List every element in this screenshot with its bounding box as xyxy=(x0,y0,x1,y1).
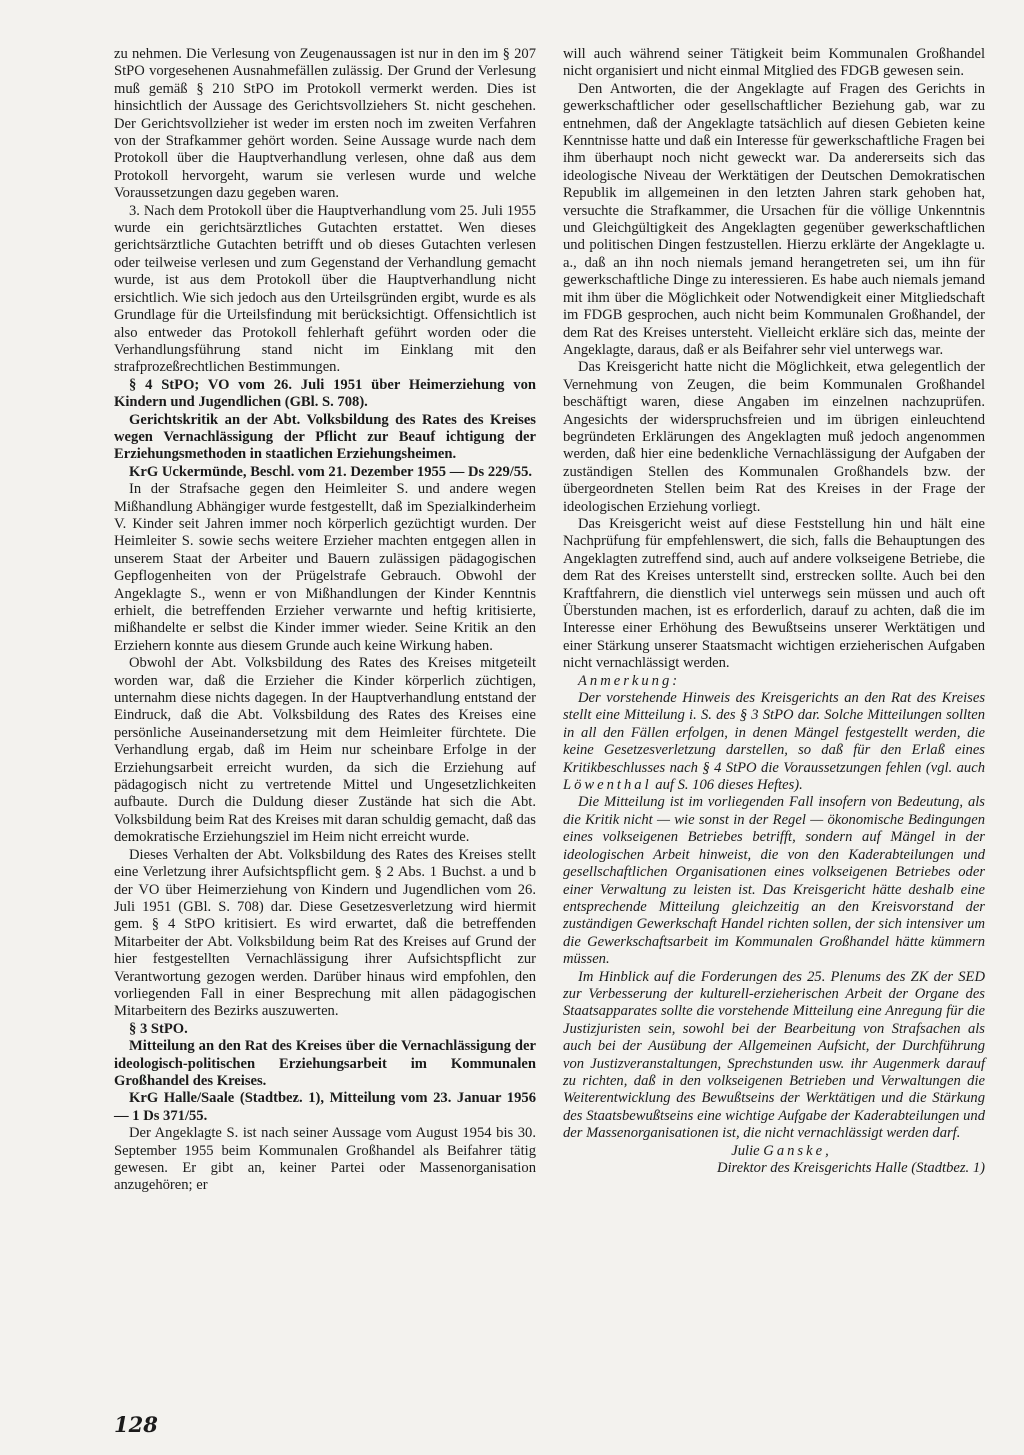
case-heading-statute: § 4 StPO; VO vom 26. Juli 1951 über Heimerziehung von Kindern und Jugendlichen (GBl. S. 708). xyxy=(114,376,536,411)
signature-role: Direktor des Kreisgerichts Halle (Stadtbez. 1) xyxy=(716,1160,985,1176)
paragraph: Das Kreisgericht hatte nicht die Möglichkeit, etwa gelegentlich der Vernehmung von Zeugen, die beim Kommunalen Großhandel beschäftigt waren, diese Angaben im einzelnen nachzuprüfen. Angesichts der widerspruchsfreien und im übrigen einleuchtend begründeten Erklärungen des Angeklagten muß jedoch angenommen werden, daß hier eine bedenkliche Vernachlässigung der Aufgaben der zuständigen Stellen des Kommunalen Großhandels bzw. der übergeordneten Stellen beim Rat des Kreises in der Frage der ideologischen Erziehung vorliegt. xyxy=(563,359,985,515)
paragraph: In der Strafsache gegen den Heimleiter S. und andere wegen Mißhandlung Abhängiger wurde festgestellt, daß im Spezialkinderheim V. Kinder seit Jahren immer noch körperlich gezüchtigt wurden. Der Heimleiter S. sowie sechs weitere Erzieher machten entgegen allen in unserem Staat der Arbeiter und Bauern zulässigen pädagogischen Gepflogenheiten von der Prügelstrafe Gebrauch. Obwohl der Angeklagte S., wenn er von Mißhandlungen der Kinder Kenntnis erhielt, die betreffenden Erzieher verwarnte und heftig kritisierte, mißhandelte er selbst die Kinder immer wieder. Seine Kritik an den Erziehern konnte aus diesem Grunde auch keine Wirkung haben. xyxy=(114,481,536,654)
right-column xyxy=(563,46,985,1177)
signature-name xyxy=(563,1143,985,1160)
annotation-paragraph: Die Mitteilung ist im vorliegenden Fall insofern von Bedeutung, als die Kritik nicht — wie sonst in der Regel — ökonomische Bedingungen eines volkseigenen Betriebes betrifft, sondern auf Mängel in der ideologischen Arbeit hinweist, die von den Kaderabteilungen und gesellschaftlichen Organisationen eines volkseigenen Betriebes oder einer Verwaltung zu leisten ist. Das Kreisgericht hätte deshalb eine entsprechende Mitteilung gleichzeitig an den Kreisvorstand der zuständigen Gewerkschaft Handel richten sollen, der sich intensiver um die Gewerkschaftsarbeit im Kommunalen Großhandel hätte kümmern müssen. xyxy=(563,794,985,968)
signature-last-name: Ganske, xyxy=(763,1142,832,1159)
page-number: 128 xyxy=(114,1412,158,1437)
paragraph: Das Kreisgericht weist auf diese Feststellung hin und hält eine Nachprüfung für empfehlenswert, die sich, falls die Behauptungen des Angeklagten zutreffend sind, auch auf andere volkseigene Betriebe, die dem Rat des Kreises unterstellt sind, erstrecken sollte. Auch bei den Kraftfahrern, die dienstlich viel unterwegs sein müssen und auch oft Überstunden machen, ist es erforderlich, darauf zu achten, daß die im Interesse einer Erhöhung des Bewußtseins unserer Werktätigen und einer Stärkung unserer Staatsmacht wichtigen erzieherischen Aufgaben nicht vernachlässigt werden. xyxy=(563,515,985,672)
case-heading-subject: Gerichtskritik an der Abt. Volksbildung des Rates des Kreises wegen Vernachlässigung der Pflicht zur Beauf ichtigung der Erziehungsmethoden in staatlichen Erziehungsheimen. xyxy=(114,411,536,463)
paragraph: Obwohl der Abt. Volksbildung des Rates des Kreises mitgeteilt worden war, daß die Erzieher die Kinder körperlich züchtigen, unternahm diese nichts dagegen. In der Hauptverhandlung entstand der Eindruck, daß die Abt. Volksbildung des Rates des Kreises eine persönliche Auseinandersetzung mit dem Heimleiter fürchtete. Die Verhandlung ergab, daß im Heim nur scheinbare Erfolge in der Erziehungsarbeit erreicht wurden, da sich die Erziehung auf pädagogisch nicht zu vertretende Mittel und Ungesetzlichkeiten aufbaute. Durch die Duldung dieser Zustände hat sich die Abt. Volksbildung beim Rat des Kreises mit daran schuldig gemacht, daß das demokratische Erziehungsziel im Heim nicht erreicht wurde. xyxy=(114,655,536,846)
annotation-text: Der vorstehende Hinweis des Kreisgerichts an den Rat des Kreises stellt eine Mitteilung i. S. des § 3 StPO dar. Solche Mitteilungen sollten in all den Fällen erfolgen, in denen Mängel festgestellt werden, die keine Gesetzesverletzung darstellen, so daß für den Erlaß eines Kritikbeschlusses nach § 4 StPO die Voraussetzungen fehlen (vgl. auch xyxy=(563,690,985,776)
annotation-text: auf S. 106 dieses Heftes). xyxy=(651,777,803,794)
signature-first-name: Julie xyxy=(731,1142,764,1159)
case-heading-court: KrG Uckermünde, Beschl. vom 21. Dezember 1955 — Ds 229/55. xyxy=(129,463,533,480)
left-column xyxy=(114,46,536,1195)
annotation-paragraph xyxy=(563,690,985,794)
paragraph: zu nehmen. Die Verlesung von Zeugenaussagen ist nur in den im § 207 StPO vorgesehenen Ausnahmefällen zulässig. Der Grund der Verlesung muß gemäß § 210 StPO im Protokoll vermerkt werden. Dies ist hinsichtlich der Aussage des Gerichtsvollziehers St. nicht geschehen. Der Gerichtsvollzieher ist weder im ersten noch im zweiten Verfahren von der Strafkammer gehört worden. Seine Aussage wurde nach dem Protokoll über die Hauptverhandlung verlesen, ohne daß aus dem Protokoll hervorgeht, warum sie verlesen wurde und welche Voraussetzungen dazu gegeben waren. xyxy=(114,46,536,202)
annotation-title: Anmerkung: xyxy=(578,672,681,689)
paragraph: Den Antworten, die der Angeklagte auf Fragen des Gerichts in gewerkschaftlicher oder gesellschaftlicher Beziehung gab, war zu entnehmen, daß der Angeklagte tatsächlich auf diesen Gebieten keine Kenntnisse hatte und daß ein Interesse für gewerkschaftliche Fragen bei ihm überhaupt noch nicht geweckt war. Da andererseits sich das ideologische Niveau der Werktätigen der Deutschen Demokratischen Republik im allgemeinen in den letzten Jahren stark gehoben hat, versuchte die Strafkammer, die Ursachen für die völlige Unkenntnis und Gleichgültigkeit des Angeklagten gegenüber gewerkschaftlichen und politischen Dingen festzustellen. Hierzu erklärte der Angeklagte u. a., daß an ihn noch niemals jemand herangetreten sei, um ihn für gewerkschaftliche Dinge zu interessieren. Es habe auch niemals jemand mit ihm über die Möglichkeit oder Notwendigkeit einer Mitgliedschaft im FDGB gesprochen, auch nicht beim Kommunalen Großhandel, der dem Rat des Kreises untersteht. Vielleicht erkläre sich das, meinte der Angeklagte, daraus, daß er als Beifahrer sehr viel unterwegs war. xyxy=(563,80,985,358)
cited-author: Löwenthal xyxy=(563,777,652,794)
paragraph: 3. Nach dem Protokoll über die Hauptverhandlung vom 25. Juli 1955 wurde ein gerichtsärztliches Gutachten erstattet. Wen dieses gerichtsärztliche Gutachten betrifft und ob dieses Gutachten verlesen oder teilweise verlesen und zum Gegenstand der Verhandlung gemacht wurde, ist aus dem Protokoll über die Hauptverhandlung nicht ersichtlich. Wie sich jedoch aus den Urteilsgründen ergibt, wurde es als Grundlage für die Urteilsfindung mit berücksichtigt. Offensichtlich ist also entweder das Protokoll fehlerhaft geführt worden oder die Verhandlungsführung stand nicht im Einklang mit den strafprozeßrechtlichen Bestimmungen. xyxy=(114,202,536,376)
case-heading-subject: Mitteilung an den Rat des Kreises über die Vernachlässigung der ideologisch-politischen Erziehungsarbeit im Kommunalen Großhandel des Kreises. xyxy=(114,1038,536,1089)
paragraph: Der Angeklagte S. ist nach seiner Aussage vom August 1954 bis 30. September 1955 beim Kommunalen Großhandel als Beifahrer tätig gewesen. Er gibt an, keiner Partei oder Massenorganisation anzugehören; er xyxy=(114,1125,536,1194)
case-heading-statute: § 3 StPO. xyxy=(129,1020,188,1037)
annotation-paragraph: Im Hinblick auf die Forderungen des 25. Plenums des ZK der SED zur Verbesserung der kulturell-erzieherischen Arbeit der Organe des Staatsapparates sollte die vorstehende Mitteilung eine Anregung für die Justizjuristen sein, sowohl bei der Bearbeitung von Strafsachen als auch bei der Ausübung der Allgemeinen Aufsicht, der Durchführung von Justizveranstaltungen, Sprechstunden usw. ihr Augenmerk darauf zu richten, daß in den volkseigenen Betrieben und Verwaltungen die Weiterentwicklung des Bewußtseins der Werktätigen und die Stärkung des Staatsbewußtseins eine wichtige Aufgabe der Kaderabteilungen und der Massenorganisationen ist, die nicht vernachlässigt werden darf. xyxy=(563,968,985,1142)
paragraph: will auch während seiner Tätigkeit beim Kommunalen Großhandel nicht organisiert und nicht einmal Mitglied des FDGB gewesen sein. xyxy=(563,46,985,80)
paragraph: Dieses Verhalten der Abt. Volksbildung des Rates des Kreises stellt eine Verletzung ihrer Aufsichtspflicht gem. § 2 Abs. 1 Buchst. a und b der VO über Heimerziehung von Kindern und Jugendlichen vom 26. Juli 1951 (GBl. S. 708) dar. Diese Gesetzesverletzung wird hiermit gem. § 4 StPO kritisiert. Es wird erwartet, daß die betreffenden Mitarbeiter der Abt. Volksbildung beim Rat des Kreises auf Grund der hier festgestellten Vernachlässigung ihrer Aufsichtspflicht zur Verantwortung gezogen werden. Darüber hinaus wird empfohlen, den vorliegenden Fall in einer Besprechung mit allen pädagogischen Mitarbeitern des Bezirks auszuwerten. xyxy=(114,846,536,1020)
case-heading-court: KrG Halle/Saale (Stadtbez. 1), Mitteilung vom 23. Januar 1956 — 1 Ds 371/55. xyxy=(114,1090,536,1124)
